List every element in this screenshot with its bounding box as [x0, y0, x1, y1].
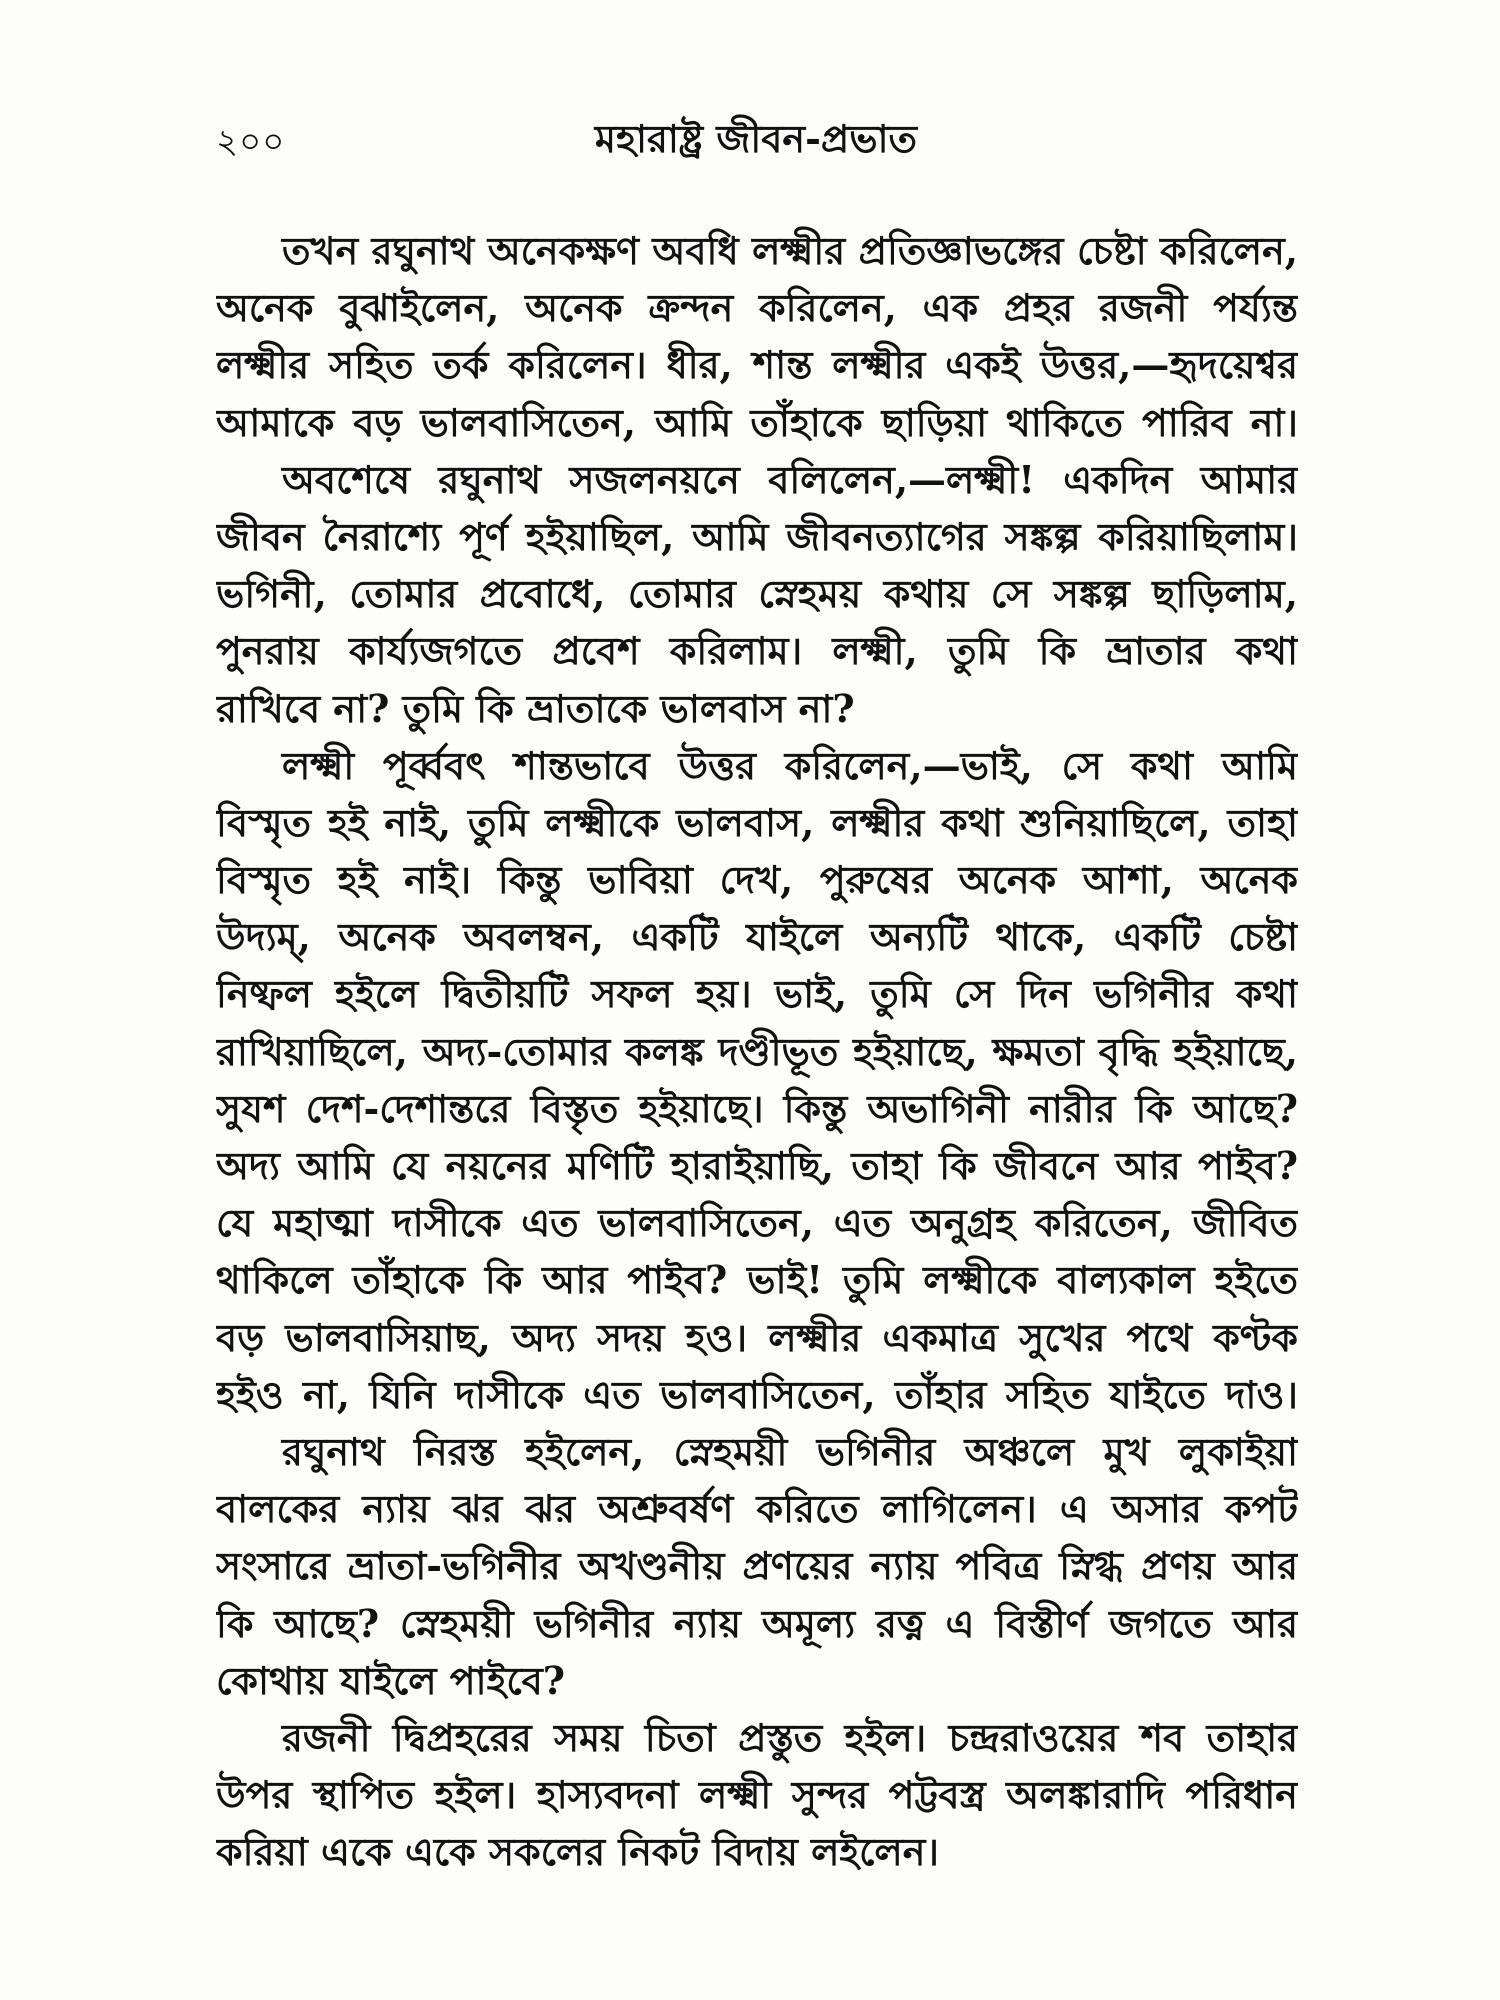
text-line: ভগিনী, তোমার প্রবোধে, তোমার স্নেহময় কথায় সে সঙ্কল্প ছাড়িলাম,: [216, 571, 1298, 617]
text-line: অবশেষে রঘুনাথ সজলনয়নে বলিলেন,—লক্ষ্মী! একদিন আমার: [282, 456, 1298, 502]
running-title: মহারাষ্ট্র জীবন-প্রভাত: [594, 116, 918, 161]
text-line: উপর স্থাপিত হইল। হাস্যবদনা লক্ষ্মী সুন্দর পট্টবস্ত্র অলঙ্কারাদি পরিধান: [216, 1772, 1298, 1818]
page-header: [216, 110, 1296, 170]
text-line: লক্ষ্মী পূর্ব্ববৎ শান্তভাবে উত্তর করিলেন,—ভাই, সে কথা আমি: [282, 742, 1298, 788]
text-line: আমাকে বড় ভালবাসিতেন, আমি তাঁহাকে ছাড়িয়া থাকিতে পারিব না।: [216, 399, 1298, 445]
text-line: রজনী দ্বিপ্রহরের সময় চিতা প্রস্তুত হইল। চন্দ্ররাওয়ের শব তাহার: [282, 1714, 1298, 1760]
text-line: হইও না, যিনি দাসীকে এত ভালবাসিতেন, তাঁহার সহিত যাইতে দাও।: [216, 1371, 1298, 1417]
body-text: [216, 222, 1298, 1880]
text-line: পুনরায় কার্য্যজগতে প্রবেশ করিলাম। লক্ষ্মী, তুমি কি ভ্রাতার কথা: [216, 628, 1298, 674]
text-line: কি আছে? স্নেহময়ী ভগিনীর ন্যায় অমূল্য রত্ন এ বিস্তীর্ণ জগতে আর: [216, 1600, 1298, 1646]
text-line: বালকের ন্যায় ঝর ঝর অশ্রুবর্ষণ করিতে লাগিলেন। এ অসার কপট: [216, 1486, 1298, 1532]
page-number: ২০০: [216, 122, 286, 162]
text-line: থাকিলে তাঁহাকে কি আর পাইব? ভাই! তুমি লক্ষ্মীকে বাল্যকাল হইতে: [216, 1257, 1298, 1303]
text-line: কোথায় যাইলে পাইবে?: [216, 1657, 566, 1703]
text-line: রাখিবে না? তুমি কি ভ্রাতাকে ভালবাস না?: [216, 685, 855, 731]
text-line: রাখিয়াছিলে, অদ্য-তোমার কলঙ্ক দণ্ডীভূত হইয়াছে, ক্ষমতা বৃদ্ধি হইয়াছে,: [216, 1028, 1298, 1074]
text-line: বিস্মৃত হই নাই, তুমি লক্ষ্মীকে ভালবাস, লক্ষ্মীর কথা শুনিয়াছিলে, তাহা: [216, 799, 1298, 845]
text-line: তখন রঘুনাথ অনেকক্ষণ অবধি লক্ষ্মীর প্রতিজ্ঞাভঙ্গের চেষ্টা করিলেন,: [282, 228, 1298, 273]
text-line: জীবন নৈরাশ্যে পূর্ণ হইয়াছিল, আমি জীবনত্যাগের সঙ্কল্প করিয়াছিলাম।: [216, 513, 1298, 559]
text-line: অদ্য আমি যে নয়নের মণিটি হারাইয়াছি, তাহা কি জীবনে আর পাইব?: [216, 1143, 1298, 1188]
text-line: উদ্যম্‌, অনেক অবলম্বন, একটি যাইলে অন্যটি থাকে, একটি চেষ্টা: [216, 914, 1298, 960]
text-line: লক্ষ্মীর সহিত তর্ক করিলেন। ধীর, শান্ত লক্ষ্মীর একই উত্তর,—হৃদয়েশ্বর: [216, 342, 1298, 388]
text-line: বিস্মৃত হই নাই। কিন্তু ভাবিয়া দেখ, পুরুষের অনেক আশা, অনেক: [216, 857, 1298, 903]
text-line: বড় ভালবাসিয়াছ, অদ্য সদয় হও। লক্ষ্মীর একমাত্র সুখের পথে কণ্টক: [216, 1314, 1298, 1360]
text-line: সংসারে ভ্রাতা-ভগিনীর অখণ্ডনীয় প্রণয়ের ন্যায় পবিত্র স্নিগ্ধ প্রণয় আর: [216, 1543, 1298, 1589]
text-line: যে মহাত্মা দাসীকে এত ভালবাসিতেন, এত অনুগ্রহ করিতেন, জীবিত: [216, 1200, 1298, 1246]
text-line: রঘুনাথ নিরস্ত হইলেন, স্নেহময়ী ভগিনীর অঞ্চলে মুখ লুকাইয়া: [282, 1428, 1298, 1474]
text-line: নিষ্ফল হইলে দ্বিতীয়টি সফল হয়। ভাই, তুমি সে দিন ভগিনীর কথা: [216, 971, 1298, 1017]
text-line: অনেক বুঝাইলেন, অনেক ক্রন্দন করিলেন, এক প্রহর রজনী পর্য্যন্ত: [216, 285, 1298, 331]
text-line: করিয়া একে একে সকলের নিকট বিদায় লইলেন।: [216, 1829, 940, 1875]
text-line: সুযশ দেশ-দেশান্তরে বিস্তৃত হইয়াছে। কিন্তু অভাগিনী নারীর কি আছে?: [216, 1085, 1298, 1131]
